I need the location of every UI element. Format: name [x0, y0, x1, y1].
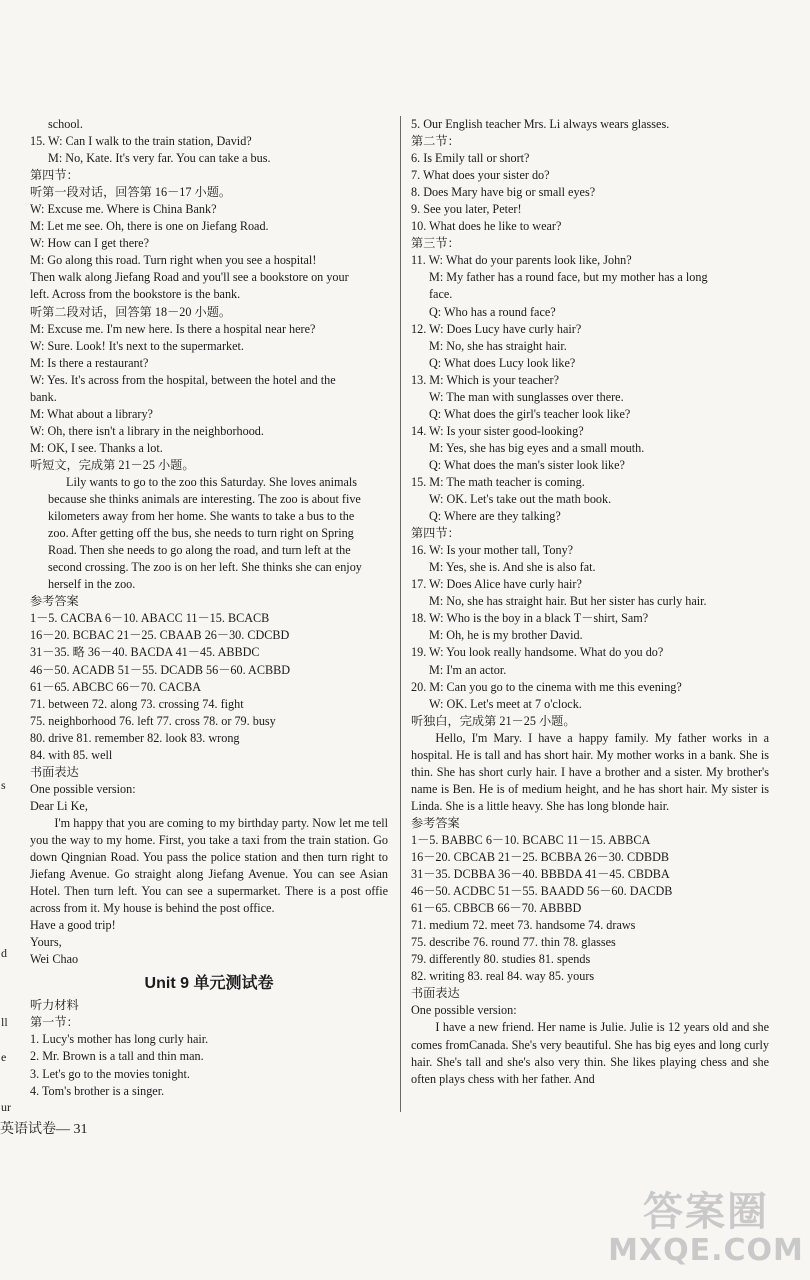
- watermark: [606, 1190, 806, 1280]
- text-line: M: No, she has straight hair.: [429, 338, 567, 353]
- text-line: W: Oh, there isn't a library in the neighborhood.: [30, 423, 264, 438]
- left-margin-fragments: [0, 0, 14, 1200]
- text-line: 75. describe 76. round 77. thin 78. glasses: [411, 935, 616, 950]
- text-line: 84. with 85. well: [30, 747, 113, 762]
- text-line: 1－5. CACBA 6－10. ABACC 11－15. BCACB: [30, 611, 270, 626]
- right-column: [411, 116, 769, 1088]
- text-line: M: No, Kate. It's very far. You can take a bus.: [48, 151, 271, 166]
- letter-paragraph: [30, 815, 388, 917]
- text-line: 17. W: Does Alice have curly hair?: [411, 577, 582, 592]
- page-footer: 英语试卷— 31: [0, 1122, 88, 1137]
- text-line: 10. What does he like to wear?: [411, 219, 562, 234]
- text-line: bank.: [30, 389, 57, 404]
- text-line: 1－5. BABBC 6－10. BCABC 11－15. ABBCA: [411, 832, 651, 847]
- letter-text: I'm happy that you are coming to my birthday party. Now let me tell you the way to my home. First, you take a taxi from the train station. Go down Qingnian Road. You pass the police station and then turn right to Jiefang Avenue. Go straight along Jiefang Avenue. You can see Asian Hotel. Then turn left. You can see a supermarket. There is a post offie across from it. My house is behind the post office.: [30, 815, 388, 916]
- text-line: 听第一段对话，回答第 16－17 小题。: [30, 185, 232, 200]
- text-line: zoo. After getting off the bus, she needs to turn right on Spring: [48, 526, 354, 541]
- text-line: M: Go along this road. Turn right when you see a hospital!: [30, 253, 317, 268]
- text-line: W: The man with sunglasses over there.: [429, 389, 624, 404]
- text-line: 2. Mr. Brown is a tall and thin man.: [30, 1049, 204, 1064]
- text-line: 听独白，完成第 21－25 小题。: [411, 713, 576, 728]
- text-line: Yours,: [30, 935, 62, 950]
- text-line: M: Yes, she has big eyes and a small mouth.: [429, 440, 645, 455]
- text-line: 第二节：: [411, 134, 460, 149]
- watermark-url: MXQE.COM: [608, 1233, 804, 1268]
- text-line: One possible version:: [30, 781, 136, 796]
- text-line: 5. Our English teacher Mrs. Li always wears glasses.: [411, 117, 670, 131]
- text-line: 18. W: Who is the boy in a black T－shirt, Sam?: [411, 611, 649, 626]
- watermark-logo: 答案圈: [643, 1189, 769, 1235]
- text-line: face.: [429, 287, 453, 302]
- text-line: Wei Chao: [30, 952, 79, 967]
- text-line: second crossing. The zoo is on her left. She thinks she can enjoy: [48, 560, 362, 575]
- text-line: Q: Where are they talking?: [429, 509, 561, 524]
- text-line: 16－20. CBCAB 21－25. BCBBA 26－30. CDBDB: [411, 850, 670, 865]
- text-line: 16. W: Is your mother tall, Tony?: [411, 543, 574, 558]
- text-line: M: Is there a restaurant?: [30, 355, 149, 370]
- text-line: M: Oh, he is my brother David.: [429, 628, 583, 643]
- text-line: left. Across from the bookstore is the bank.: [30, 287, 241, 302]
- text-line: 9. See you later, Peter!: [411, 202, 522, 217]
- essay-text: I have a new friend. Her name is Julie. Julie is 12 years old and she comes fromCanada. She's very beautiful. She has big eyes and long curly hair. She's tall and she's also very thin. She likes playing chess and she often plays chess with her father. And: [411, 1020, 769, 1086]
- text-line: 31－35. 略 36－40. BACDA 41－45. ABBDC: [30, 645, 260, 660]
- text-line: 61－65. CBBCB 66－70. ABBBD: [411, 901, 582, 916]
- text-line: 8. Does Mary have big or small eyes?: [411, 185, 596, 200]
- listening-material: [30, 997, 388, 1099]
- text-line: M: Let me see. Oh, there is one on Jiefang Road.: [30, 219, 269, 234]
- text-line: 听短文，完成第 21－25 小题。: [30, 457, 195, 472]
- text-line: 11. W: What do your parents look like, John?: [411, 253, 632, 268]
- monologue-text: Hello, I'm Mary. I have a happy family. My father works in a hospital. He is tall and has short hair. My mother works in a bank. She is thin. She has short curly hair. I have a brother and a sister. My brother's name is Ben. He is of medium height, and he has short hair. My sister is Linda. She is a little heavy. She has long blonde hair.: [411, 730, 769, 813]
- text-line: 13. M: Which is your teacher?: [411, 372, 560, 387]
- left-lines: [30, 116, 388, 815]
- text-line: W: How can I get there?: [30, 236, 149, 251]
- text-line: 75. neighborhood 76. left 77. cross 78. or 79. busy: [30, 713, 276, 728]
- text-line: One possible version:: [411, 1003, 517, 1018]
- text-line: Q: Who has a round face?: [429, 304, 556, 319]
- text-line: 31－35. DCBBA 36－40. BBBDA 41－45. CBDBA: [411, 867, 670, 882]
- margin-fragment: e: [1, 1050, 7, 1064]
- left-column: [30, 116, 388, 1100]
- text-line: M: No, she has straight hair. But her sister has curly hair.: [429, 594, 707, 609]
- text-line: 15. W: Can I walk to the train station, David?: [30, 134, 252, 149]
- text-line: 15. M: The math teacher is coming.: [411, 474, 585, 489]
- text-line: kilometers away from her home. She wants to take a bus to the: [48, 509, 355, 524]
- text-line: Q: What does the man's sister look like?: [429, 457, 625, 472]
- text-line: because she thinks animals are interesting. The zoo is about five: [48, 492, 361, 507]
- text-line: 46－50. ACADB 51－55. DCADB 56－60. ACBBD: [30, 662, 291, 677]
- column-divider: [400, 116, 401, 1112]
- right-lines: [411, 116, 769, 730]
- text-line: 3. Let's go to the movies tonight.: [30, 1066, 190, 1081]
- margin-fragment: ur: [1, 1100, 11, 1114]
- text-line: 79. differently 80. studies 81. spends: [411, 952, 591, 967]
- text-line: herself in the zoo.: [48, 577, 136, 592]
- text-line: M: What about a library?: [30, 406, 153, 421]
- text-line: 12. W: Does Lucy have curly hair?: [411, 321, 582, 336]
- text-line: 书面表达: [411, 986, 460, 1001]
- text-line: W: Yes. It's across from the hospital, between the hotel and the: [30, 372, 336, 387]
- text-line: 82. writing 83. real 84. way 85. yours: [411, 969, 595, 984]
- text-line: 参考答案: [30, 594, 79, 609]
- text-line: M: My father has a round face, but my mother has a long: [429, 270, 708, 285]
- text-line: 第一节：: [30, 1015, 79, 1030]
- text-line: 听力材料: [30, 998, 79, 1013]
- text-line: 书面表达: [30, 764, 79, 779]
- unit-title: Unit 9 单元测试卷: [144, 975, 274, 993]
- answer-key: [411, 815, 769, 1020]
- text-line: M: OK, I see. Thanks a lot.: [30, 440, 163, 455]
- text-line: 20. M: Can you go to the cinema with me this evening?: [411, 679, 682, 694]
- text-line: 16－20. BCBAC 21－25. CBAAB 26－30. CDCBD: [30, 628, 290, 643]
- text-line: 71. medium 72. meet 73. handsome 74. draws: [411, 918, 636, 933]
- letter-closing: [30, 917, 388, 968]
- text-line: 6. Is Emily tall or short?: [411, 151, 530, 166]
- text-line: Lily wants to go to the zoo this Saturday. She loves animals: [66, 474, 357, 489]
- text-line: 19. W: You look really handsome. What do you do?: [411, 645, 664, 660]
- text-line: Q: What does the girl's teacher look like?: [429, 406, 631, 421]
- text-line: 第三节：: [411, 236, 460, 251]
- text-line: W: OK. Let's meet at 7 o'clock.: [429, 696, 582, 711]
- text-line: Road. Then she needs to go along the road, and turn left at the: [48, 543, 351, 558]
- text-line: Then walk along Jiefang Road and you'll see a bookstore on your: [30, 270, 349, 285]
- text-line: 1. Lucy's mother has long curly hair.: [30, 1032, 209, 1047]
- text-line: Q: What does Lucy look like?: [429, 355, 576, 370]
- text-line: school.: [48, 117, 83, 131]
- text-line: M: I'm an actor.: [429, 662, 507, 677]
- text-line: 71. between 72. along 73. crossing 74. fight: [30, 696, 244, 711]
- text-line: W: OK. Let's take out the math book.: [429, 492, 612, 507]
- text-line: Dear Li Ke,: [30, 798, 88, 813]
- text-line: W: Sure. Look! It's next to the supermarket.: [30, 338, 244, 353]
- margin-fragment: ll: [1, 1015, 8, 1029]
- text-line: Have a good trip!: [30, 918, 116, 933]
- text-line: 80. drive 81. remember 82. look 83. wrong: [30, 730, 240, 745]
- text-line: 第四节：: [411, 526, 460, 541]
- monologue-paragraph: [411, 730, 769, 815]
- margin-fragment: d: [1, 946, 7, 960]
- text-line: 46－50. ACDBC 51－55. BAADD 56－60. DACDB: [411, 884, 673, 899]
- text-line: 61－65. ABCBC 66－70. CACBA: [30, 679, 201, 694]
- text-line: 听第二段对话，回答第 18－20 小题。: [30, 304, 232, 319]
- text-line: 第四节：: [30, 168, 79, 183]
- text-line: M: Excuse me. I'm new here. Is there a hospital near here?: [30, 321, 316, 336]
- essay-paragraph: [411, 1019, 769, 1087]
- text-line: 7. What does your sister do?: [411, 168, 550, 183]
- text-line: 参考答案: [411, 815, 460, 830]
- text-line: 14. W: Is your sister good-looking?: [411, 423, 584, 438]
- text-line: W: Excuse me. Where is China Bank?: [30, 202, 217, 217]
- text-line: M: Yes, she is. And she is also fat.: [429, 560, 596, 575]
- text-line: 4. Tom's brother is a singer.: [30, 1083, 165, 1098]
- margin-fragment: s: [1, 778, 6, 792]
